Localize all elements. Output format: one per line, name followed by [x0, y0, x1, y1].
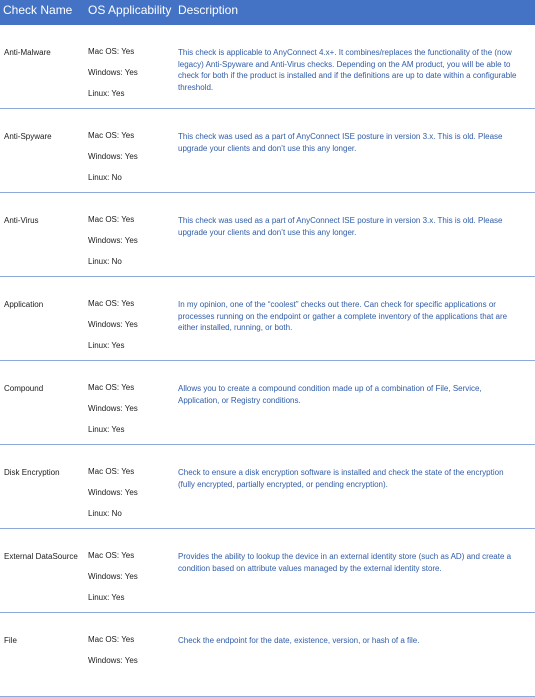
os-windows-cell: Windows: Yes [88, 488, 138, 497]
column-header-description: Description [178, 3, 239, 17]
check-name-cell: Anti-Spyware [4, 132, 52, 141]
check-name-cell: External DataSource [4, 552, 78, 561]
os-mac-cell: Mac OS: Yes [88, 551, 135, 560]
os-linux-cell: Linux: Yes [88, 89, 125, 98]
table-row [0, 277, 535, 361]
os-windows-cell: Windows: Yes [88, 68, 138, 77]
os-linux-cell: Linux: Yes [88, 425, 125, 434]
os-linux-cell: Linux: Yes [88, 341, 125, 350]
table-header-row [0, 0, 535, 25]
table-row [0, 529, 535, 613]
check-name-cell: Anti-Malware [4, 48, 51, 57]
description-cell: In my opinion, one of the “coolest” checks out there. Can check for specific applications or processes running on the endpoint or gather a complete inventory of the applications that are either installed, running, or both. [178, 300, 508, 332]
column-header-os-applicability: OS Applicability [88, 3, 172, 17]
os-mac-cell: Mac OS: Yes [88, 131, 135, 140]
table-row [0, 193, 535, 277]
table-row [0, 25, 535, 109]
os-windows-cell: Windows: Yes [88, 152, 138, 161]
check-name-cell: Disk Encryption [4, 468, 60, 477]
os-mac-cell: Mac OS: Yes [88, 47, 135, 56]
table-row [0, 613, 535, 697]
os-mac-cell: Mac OS: Yes [88, 383, 135, 392]
os-windows-cell: Windows: Yes [88, 404, 138, 413]
os-windows-cell: Windows: Yes [88, 236, 138, 245]
os-mac-cell: Mac OS: Yes [88, 299, 135, 308]
check-name-cell: Anti-Virus [4, 216, 39, 225]
column-header-check-name: Check Name [3, 3, 73, 17]
os-mac-cell: Mac OS: Yes [88, 467, 135, 476]
description-cell: Provides the ability to lookup the device in an external identity store (such as AD) and create a condition based on attribute values managed by the external identity store. [178, 552, 512, 573]
os-windows-cell: Windows: Yes [88, 656, 138, 665]
os-linux-cell: Linux: Yes [88, 593, 125, 602]
table-row [0, 361, 535, 445]
description-cell: Check the endpoint for the date, existence, version, or hash of a file. [178, 636, 420, 645]
os-linux-cell: Linux: No [88, 173, 122, 182]
os-linux-cell: Linux: No [88, 257, 122, 266]
os-windows-cell: Windows: Yes [88, 572, 138, 581]
os-linux-cell: Linux: No [88, 509, 122, 518]
check-name-cell: File [4, 636, 17, 645]
description-cell: This check is applicable to AnyConnect 4.x+. It combines/replaces the functionality of the (now legacy) Anti-Spyware and Anti-Virus checks. Depending on the AM product, you will be able to check for both if the product is installed and if the definitions are up to date within a configurable threshold. [178, 48, 517, 92]
description-cell: This check was used as a part of AnyConnect ISE posture in version 3.x. This is old. Please upgrade your clients and don’t use this any longer. [178, 132, 503, 153]
os-mac-cell: Mac OS: Yes [88, 635, 135, 644]
description-cell: Allows you to create a compound condition made up of a combination of File, Service, Application, or Registry conditions. [178, 384, 482, 405]
check-name-cell: Compound [4, 384, 44, 393]
os-mac-cell: Mac OS: Yes [88, 215, 135, 224]
table-row [0, 109, 535, 193]
description-cell: This check was used as a part of AnyConnect ISE posture in version 3.x. This is old. Please upgrade your clients and don’t use this any longer. [178, 216, 503, 237]
os-windows-cell: Windows: Yes [88, 320, 138, 329]
description-cell: Check to ensure a disk encryption software is installed and check the state of the encryption (fully encrypted, partially encrypted, or pending encryption). [178, 468, 504, 489]
check-name-cell: Application [4, 300, 44, 309]
table-row [0, 445, 535, 529]
